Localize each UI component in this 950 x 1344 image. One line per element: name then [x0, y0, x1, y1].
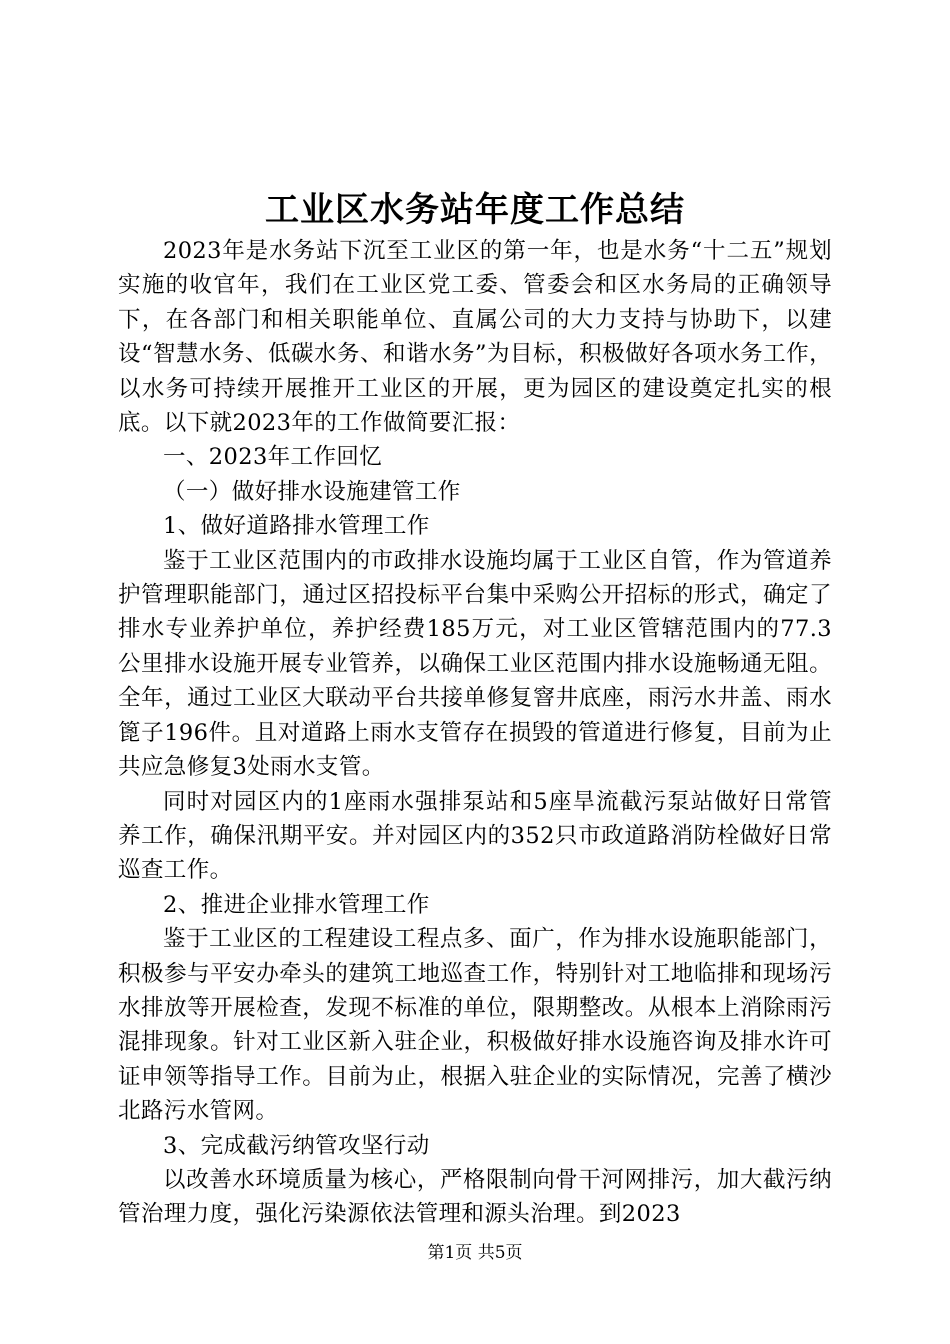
body-paragraph: 以改善水环境质量为核心，严格限制向骨干河网排污，加大截污纳管治理力度，强化污染源依法管理和源头治理。到2023 [118, 1166, 832, 1228]
document-title: 工业区水务站年度工作总结 [265, 190, 685, 230]
body-paragraph: 同时对园区内的1座雨水强排泵站和5座旱流截污泵站做好日常管养工作，确保汛期平安。并对园区内的352只市政道路消防栓做好日常巡查工作。 [118, 788, 832, 884]
subsection-heading: （一）做好排水设施建管工作 [163, 478, 461, 505]
item-heading: 1、做好道路排水管理工作 [163, 513, 430, 540]
body-paragraph: 鉴于工业区范围内的市政排水设施均属于工业区自管，作为管道养护管理职能部门，通过区招投标平台集中采购公开招标的形式，确定了排水专业养护单位，养护经费185万元，对工业区管辖范围内的77.3公里排水设施开展专业管养，以确保工业区范围内排水设施畅通无阻。全年，通过工业区大联动平台共接单修复窨井底座，雨污水井盖、雨水篦子196件。且对道路上雨水支管存在损毁的管道进行修复，目前为止共应急修复3处雨水支管。 [118, 547, 832, 781]
intro-paragraph: 2023年是水务站下沉至工业区的第一年，也是水务“十二五”规划实施的收官年，我们在工业区党工委、管委会和区水务局的正确领导下，在各部门和相关职能单位、直属公司的大力支持与协助下，以建设“智慧水务、低碳水务、和谐水务”为目标，积极做好各项水务工作，以水务可持续开展推开工业区的开展，更为园区的建设奠定扎实的根底。以下就2023年的工作做简要汇报： [118, 238, 832, 437]
document-body [118, 234, 832, 1232]
item-heading: 2、推进企业排水管理工作 [163, 891, 430, 918]
page-footer: 第1页 共5页 [427, 1243, 523, 1263]
item-heading: 3、完成截污纳管攻坚行动 [163, 1132, 430, 1159]
body-paragraph: 鉴于工业区的工程建设工程点多、面广，作为排水设施职能部门，积极参与平安办牵头的建筑工地巡查工作，特别针对工地临排和现场污水排放等开展检查，发现不标准的单位，限期整改。从根本上消除雨污混排现象。针对工业区新入驻企业，积极做好排水设施咨询及排水许可证申领等指导工作。目前为止，根据入驻企业的实际情况，完善了横沙北路污水管网。 [118, 926, 832, 1125]
section-heading: 一、2023年工作回忆 [163, 444, 383, 471]
